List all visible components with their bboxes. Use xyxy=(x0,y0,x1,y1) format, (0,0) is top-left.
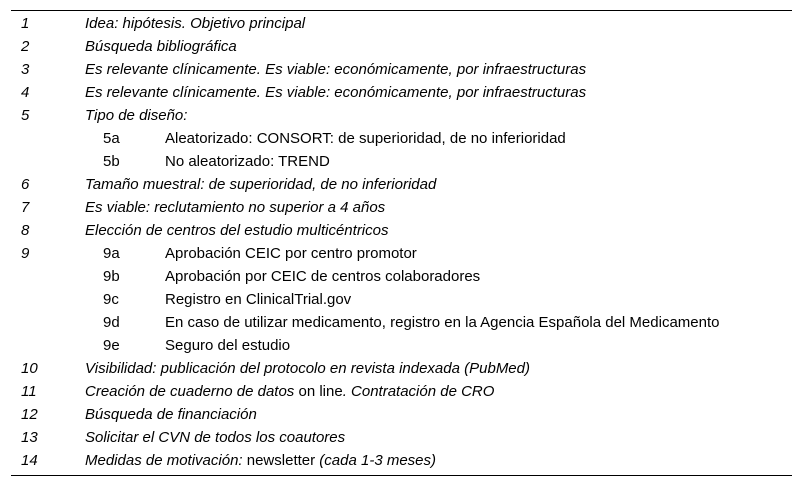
row-number: 13 xyxy=(21,429,38,446)
row-text: Tamaño muestral: de superioridad, de no inferioridad xyxy=(85,176,437,193)
row-number: 12 xyxy=(21,406,38,423)
subrow-text: Aprobación por CEIC de centros colaboradores xyxy=(165,268,481,285)
table-subrow xyxy=(0,334,802,357)
row-number: 2 xyxy=(21,38,30,55)
row-number: 9 xyxy=(21,245,30,262)
row-number: 1 xyxy=(21,15,30,32)
row-text: Es relevante clínicamente. Es viable: económicamente, por infraestructuras xyxy=(85,61,587,78)
subrow-label: 5a xyxy=(103,130,120,147)
subrow-label: 9d xyxy=(103,314,120,331)
row-number: 3 xyxy=(21,61,30,78)
row-number: 4 xyxy=(21,84,30,101)
table-subrow xyxy=(0,288,802,311)
table-row xyxy=(0,426,802,449)
row-text: Es viable: reclutamiento no superior a 4 años xyxy=(85,199,386,216)
row-text-part: newsletter xyxy=(246,452,316,469)
table-subrow xyxy=(0,311,802,334)
row-text: Es relevante clínicamente. Es viable: económicamente, por infraestructuras xyxy=(85,84,587,101)
row-text: Solicitar el CVN de todos los coautores xyxy=(85,429,346,446)
subrow-label: 9e xyxy=(103,337,120,354)
row-text: Idea: hipótesis. Objetivo principal xyxy=(85,15,306,32)
checklist-table xyxy=(0,12,802,472)
table-row xyxy=(0,104,802,127)
row-text: Tipo de diseño: xyxy=(85,107,188,124)
table-row xyxy=(0,242,802,265)
subrow-text: Seguro del estudio xyxy=(165,337,291,354)
row-text-part: Creación de cuaderno de datos xyxy=(85,383,299,400)
row-number: 6 xyxy=(21,176,30,193)
row-text-part: . Contratación de CRO xyxy=(342,383,495,400)
subrow-text: Registro en ClinicalTrial.gov xyxy=(165,291,352,308)
table-top-rule xyxy=(11,10,792,11)
row-text xyxy=(85,449,436,472)
row-text: Búsqueda de financiación xyxy=(85,406,257,423)
table-row xyxy=(0,196,802,219)
table-row xyxy=(0,173,802,196)
subrow-text: Aprobación CEIC por centro promotor xyxy=(165,245,417,262)
row-number: 7 xyxy=(21,199,30,216)
row-text: Elección de centros del estudio multicéntricos xyxy=(85,222,389,239)
subrow-text: Aleatorizado: CONSORT: de superioridad, de no inferioridad xyxy=(165,130,566,147)
table-row xyxy=(0,58,802,81)
table-bottom-rule xyxy=(11,475,792,476)
table-subrow xyxy=(0,150,802,173)
subrow-text: No aleatorizado: TREND xyxy=(165,153,330,170)
table-subrow xyxy=(0,265,802,288)
row-number: 8 xyxy=(21,222,30,239)
row-text-part: Medidas de motivación: xyxy=(85,452,247,469)
table-row xyxy=(0,81,802,104)
row-text-part: on line xyxy=(298,383,343,400)
row-number: 14 xyxy=(21,452,38,469)
table-subrow xyxy=(0,127,802,150)
subrow-text: En caso de utilizar medicamento, registro en la Agencia Española del Medicamento xyxy=(165,314,720,331)
row-number: 11 xyxy=(21,383,37,400)
row-text: Visibilidad: publicación del protocolo en revista indexada (PubMed) xyxy=(85,360,530,377)
row-text xyxy=(85,380,494,403)
row-number: 10 xyxy=(21,360,38,377)
table-row xyxy=(0,380,802,403)
table-row xyxy=(0,357,802,380)
table-row xyxy=(0,403,802,426)
table-row xyxy=(0,449,802,472)
table-row xyxy=(0,12,802,35)
row-text: Búsqueda bibliográfica xyxy=(85,38,237,55)
subrow-label: 9c xyxy=(103,291,119,308)
row-text-part: (cada 1-3 meses) xyxy=(315,452,437,469)
subrow-label: 9b xyxy=(103,268,120,285)
subrow-label: 9a xyxy=(103,245,120,262)
table-row xyxy=(0,35,802,58)
table-row xyxy=(0,219,802,242)
row-number: 5 xyxy=(21,107,30,124)
subrow-label: 5b xyxy=(103,153,120,170)
